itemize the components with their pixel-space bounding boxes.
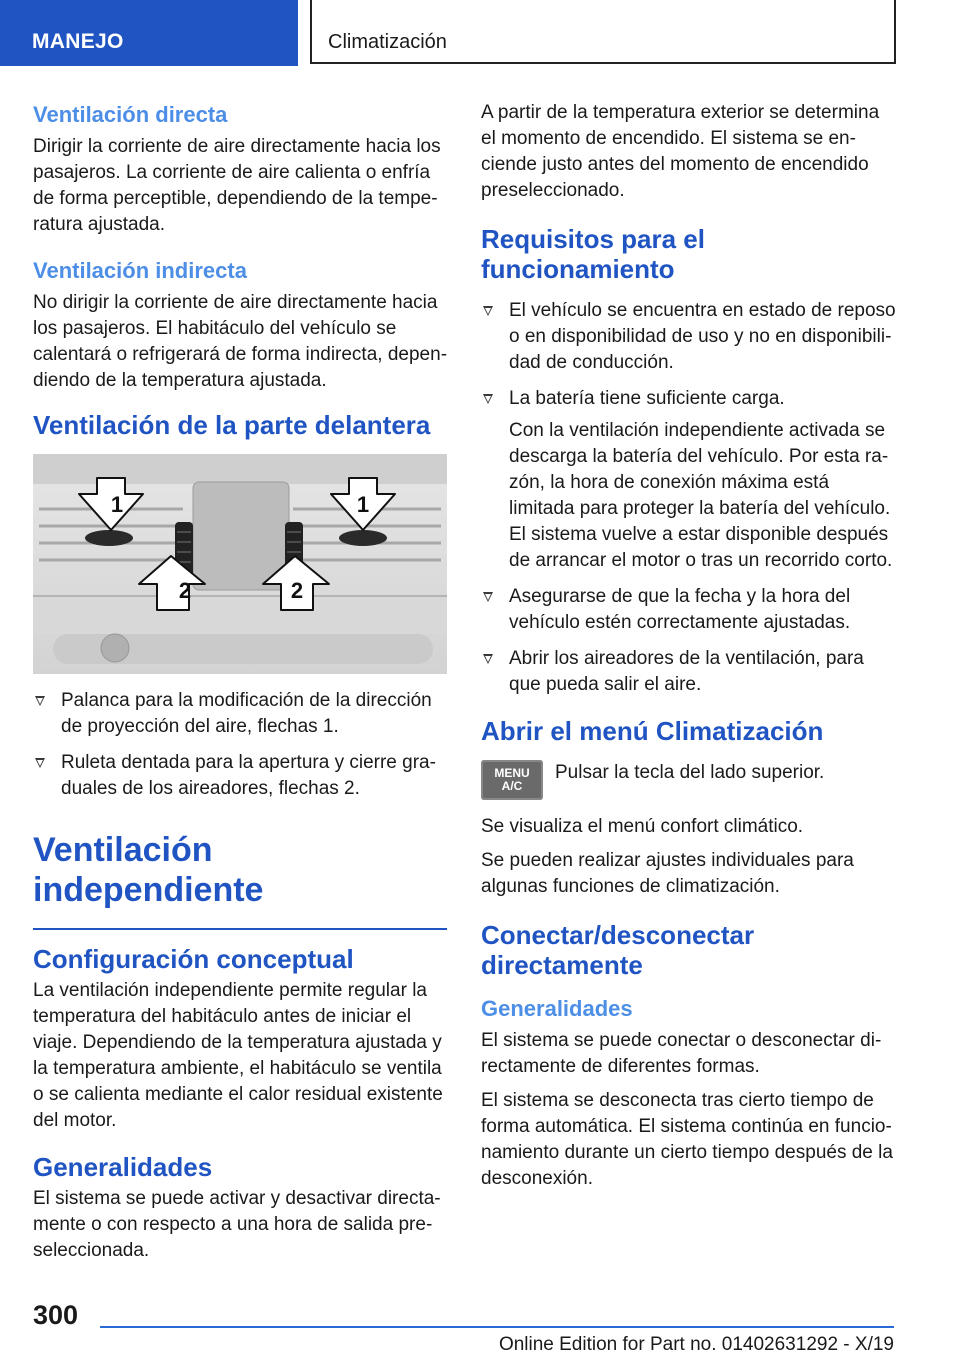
figure-label-2-left: 2: [178, 578, 192, 603]
list-item: Abrir los aireadores de la ventilación, para que pueda salir el aire.: [481, 646, 897, 698]
header-section: MANEJO: [0, 0, 298, 66]
header-chapter: Climatización: [310, 0, 896, 64]
menu-key-row: [481, 760, 897, 800]
triangle-bullet-icon: [483, 592, 493, 602]
front-vents-figure: [33, 454, 447, 674]
footer-divider: [100, 1326, 894, 1328]
paragraph-generalidades: El sistema se puede activar y desactivar directamente o con respecto a una hora de salida preseleccionada.: [33, 1188, 441, 1261]
triangle-bullet-icon: [483, 394, 493, 404]
paragraph-intro: A partir de la temperatura exterior se determina el momento de encendido. El sistema se enciende justo antes del momento de encendido preseleccionado.: [481, 102, 880, 201]
vent-controls-list: [33, 688, 447, 802]
footer-edition: Online Edition for Part no. 01402631292 - X/19: [498, 1334, 894, 1355]
paragraph-directa: Dirigir la corriente de aire directamente hacia los pasajeros. La corriente de aire calienta o enfría de forma perceptible, dependiendo de la temperatura ajustada.: [33, 136, 441, 235]
heading-configuracion-conceptual: Configuración conceptual: [33, 944, 354, 974]
page-number: 300: [33, 1300, 79, 1330]
figure-label-2-right: 2: [290, 578, 304, 603]
paragraph-indirecta: No dirigir la corriente de aire directamente hacia los pasajeros. El habitáculo del vehículo se calentará o refrigerará de forma indirecta, dependiendo de la temperatura ajustada.: [33, 292, 448, 391]
list-item: La batería tiene suficiente carga. Con la ventilación independiente activada se descarga la batería del vehículo. Por esta razón, la hora de conexión máxima está limitada para proteger la batería del vehículo. El sistema vuelve a estar disponible después de arrancar el motor o tras un recorrido corto.: [481, 386, 897, 574]
list-item: Ruleta dentada para la apertura y cierre graduales de los aireadores, flechas 2.: [33, 750, 447, 802]
requirement-note: Con la ventilación independiente activada se descarga la batería del vehículo. Por esta razón, la hora de conexión máxima está limitada para proteger la batería del vehículo. El sistema vuelve a estar disponible después de arrancar el motor o tras un recorrido corto.: [509, 420, 893, 571]
right-column: [481, 100, 897, 1200]
paragraph-generalidades-2b: El sistema se desconecta tras cierto tiempo de forma automática. El sistema continúa en funcionamiento durante un cierto tiempo después de la desconexión.: [481, 1090, 893, 1189]
triangle-bullet-icon: [35, 758, 45, 768]
triangle-bullet-icon: [483, 654, 493, 664]
heading-ventilacion-directa: Ventilación directa: [33, 102, 228, 127]
paragraph-config: La ventilación independiente permite regular la temperatura del habitáculo antes de iniciar el viaje. Dependiendo de la temperatura ajustada y la temperatura ambiente, el habitáculo se ventila o se calienta mediante el calor residual existente del motor.: [33, 980, 443, 1131]
requirements-list: [481, 298, 897, 698]
left-column: [33, 100, 447, 1272]
paragraph-generalidades-2a: El sistema se puede conectar o desconectar directamente de diferentes formas.: [481, 1030, 882, 1077]
list-item: Asegurarse de que la fecha y la hora del vehículo estén correctamente ajustadas.: [481, 584, 897, 636]
heading-generalidades: Generalidades: [33, 1152, 213, 1182]
heading-ventilacion-independiente: Ventilación independiente: [33, 830, 447, 930]
list-item: El vehículo se encuentra en estado de reposo o en disponibilidad de uso y no en disponibilidad de conducción.: [481, 298, 897, 376]
menu-ac-key-icon: MENU A/C: [481, 760, 543, 800]
triangle-bullet-icon: [35, 696, 45, 706]
list-item: Palanca para la modificación de la dirección de proyección del aire, flechas 1.: [33, 688, 447, 740]
heading-abrir-menu: Abrir el menú Climatización: [481, 716, 824, 746]
heading-ventilacion-indirecta: Ventilación indirecta: [33, 258, 247, 283]
heading-generalidades-2: Generalidades: [481, 996, 633, 1021]
paragraph-menu-ajustes: Se pueden realizar ajustes individuales para algunas funciones de climatización.: [481, 850, 854, 897]
figure-label-1-left: 1: [110, 492, 124, 517]
paragraph-menu-key: Pulsar la tecla del lado superior.: [555, 762, 825, 783]
heading-requisitos: Requisitos para el funcionamiento: [481, 224, 705, 284]
triangle-bullet-icon: [483, 306, 493, 316]
heading-parte-delantera: Ventilación de la parte delantera: [33, 410, 431, 440]
heading-conectar-desconectar: Conectar/desconectar directamente: [481, 920, 755, 980]
paragraph-menu-confort: Se visualiza el menú confort climático.: [481, 816, 804, 837]
figure-label-1-right: 1: [356, 492, 370, 517]
